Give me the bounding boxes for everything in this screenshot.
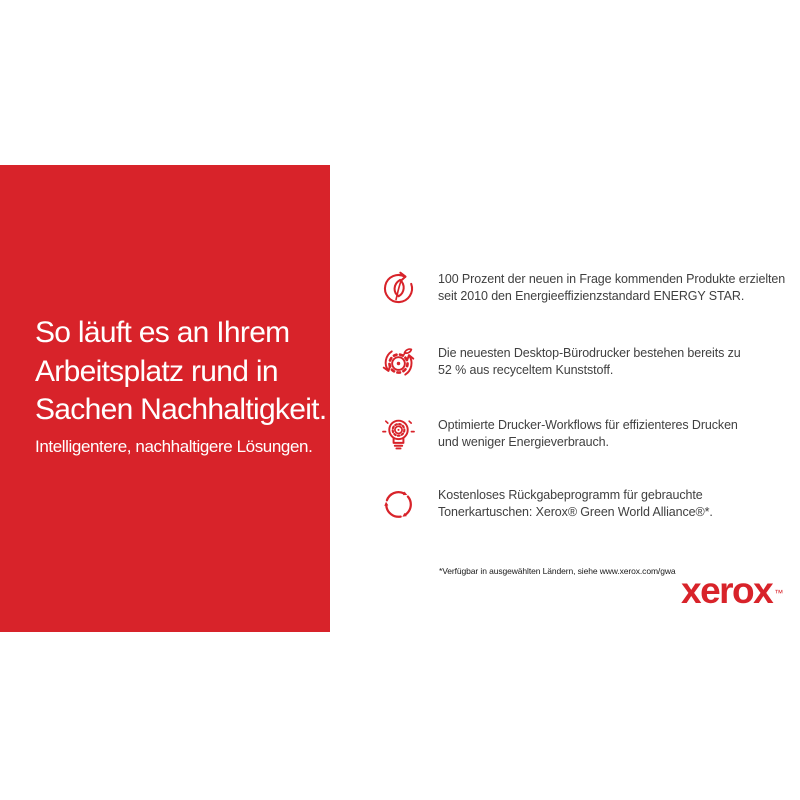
trademark-symbol: ™ <box>774 588 784 598</box>
benefit-line2: seit 2010 den Energieeffizienzstandard ENERGY STAR. <box>438 289 745 303</box>
benefit-line2: und weniger Energieverbrauch. <box>438 435 609 449</box>
hero-headline <box>35 314 326 430</box>
footnote: *Verfügbar in ausgewählten Ländern, siehe www.xerox.com/gwa <box>439 566 676 576</box>
benefit-text <box>438 271 785 305</box>
leaf-cycle-icon <box>378 268 419 309</box>
benefit-line1: Kostenloses Rückgabeprogramm für gebrauchte <box>438 488 703 502</box>
hero-subtitle: Intelligentere, nachhaltigere Lösungen. <box>35 437 313 456</box>
benefit-text <box>438 417 738 451</box>
hero-panel <box>0 165 330 632</box>
benefit-text <box>438 345 741 379</box>
recycle-arrows-icon <box>378 484 419 525</box>
hero-headline-line3: Sachen Nachhaltigkeit. <box>35 393 327 426</box>
hero-headline-line1: So läuft es an Ihrem <box>35 316 290 349</box>
benefit-row-energy-star <box>378 266 785 310</box>
xerox-logo <box>681 570 784 611</box>
benefit-row-workflows <box>378 412 738 456</box>
benefit-line1: Die neuesten Desktop-Bürodrucker bestehen bereits zu <box>438 346 741 360</box>
gear-recycle-icon <box>378 342 419 383</box>
benefit-row-green-world-alliance <box>378 482 713 526</box>
benefit-line2: Tonerkartuschen: Xerox® Green World Alliance®*. <box>438 505 713 519</box>
lightbulb-gear-icon <box>378 414 419 455</box>
xerox-logo-text: xerox <box>681 570 773 611</box>
benefit-line1: 100 Prozent der neuen in Frage kommenden Produkte erzielten <box>438 272 786 286</box>
benefit-line1: Optimierte Drucker-Workflows für effizienteres Drucken <box>438 418 738 432</box>
benefit-row-recycled-plastic <box>378 340 741 384</box>
benefit-text <box>438 487 713 521</box>
hero-headline-line2: Arbeitsplatz rund in <box>35 354 278 388</box>
benefit-line2: 52 % aus recyceltem Kunststoff. <box>438 363 614 377</box>
